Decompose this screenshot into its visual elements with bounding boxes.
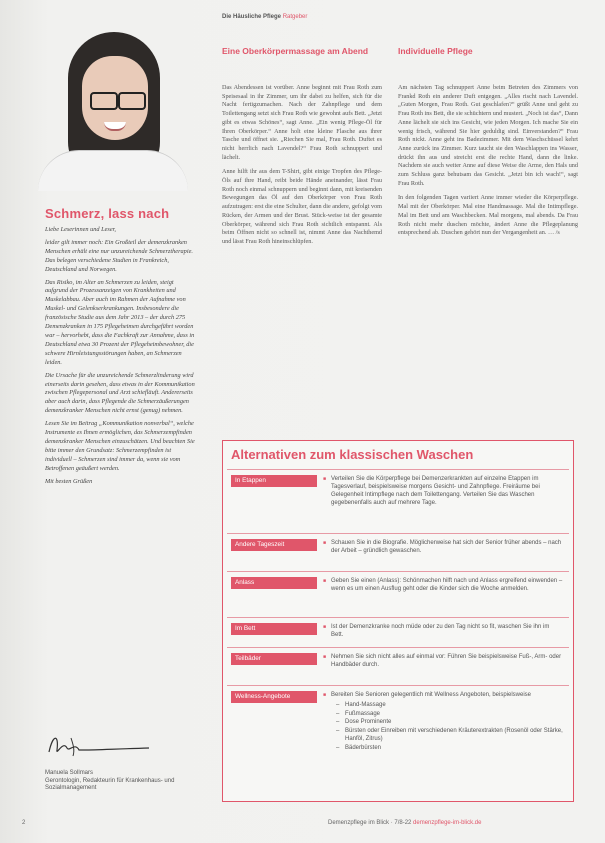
list-item: – Bürsten oder Einreiben mit verschiedenen Kräuterextrakten (Rosenöl oder Stärke, Hanföl, Zitrus) (345, 727, 563, 744)
editorial-paragraph: leider gilt immer noch: Ein Großteil der demenzkranken Menschen erhält eine nur unzureichende Schmerztherapie. Das belegen verschiedene Studien in Frankreich, Deutschland und Norwegen. (45, 238, 193, 273)
list-item: – Bäderbürsten (345, 744, 563, 753)
alternative-label: Andere Tageszeit (231, 539, 317, 551)
handwritten-signature (45, 730, 155, 760)
alternative-row (227, 469, 569, 534)
article-paragraph: Am nächsten Tag schnuppert Anne beim Betreten des Zimmers von Frankd Roth ein anderer Duft entgegen. „Alles rischt nach Lavendel. „Guten Morgen, Frau Roth. Gut geschlafen?“ grüßt Anne und geht zu Frau Roth ins Bett, die sie schüchtern und mustert. „Noch ist das“, Dann Anne lächelt sie sich ins Gesicht, wie jeden Morgen. Ich mache Sie ein wenig frisch, während Sie hier geduldig sind. Einverstanden?“ Frau Roth nickt. Anne geht ins Badezimmer. Mit dem Waschschüssel kehrt Anne zurück ins Zimmer. Kurz taucht sie den Waschlappen ins Wasser, drückt ihn aus und streicht erst die rechte Hand, dann die linke. Nachdem sie auch weiter Anne auf diese Weise die Arme, den Hals und zum Schluss ganz behutsam das Gesicht. „Jetzt bin ich wach!“, sagt Frau Roth. (398, 84, 578, 187)
alternative-description: ■ Bereiten Sie Senioren gelegentlich mit Wellness Angeboten, beispielsweise – Hand-Massage – Fußmassage – Dose Prominente – Bürsten oder Einreiben mit verschiedenen Kräuterextrakten (Rosenöl oder Stärke, Hanföl, Zitrus) – Bäderbürsten (323, 691, 563, 752)
list-item: – Hand-Massage (345, 701, 563, 710)
footer-publication (328, 820, 481, 826)
glasses-bridge (116, 98, 120, 100)
alternative-label: Wellness-Angebote (231, 691, 317, 703)
list-item: – Dose Prominente (345, 718, 563, 727)
alternative-description: ■ Nehmen Sie sich nicht alles auf einmal vor: Führen Sie beispielsweise Fuß-, Arm- oder Handbäder durch. (323, 653, 563, 669)
alternative-description: ■ Geben Sie einen (Anlass): Schönmachen hilft nach und Anlass ergreifend einwenden – wenn es um einen Ausflug geht oder die Kinder sich die Woche anmelden. (323, 577, 563, 593)
editorial-text (45, 226, 195, 490)
alternative-row (227, 571, 569, 618)
article-heading-massage: Eine Oberkörpermassage am Abend (222, 46, 369, 56)
alternatives-title: Alternativen zum klassischen Waschen (231, 447, 474, 462)
subsection-label: Ratgeber (282, 14, 308, 20)
list-item: – Fußmassage (345, 710, 563, 719)
shoulders (38, 150, 188, 191)
glasses-left-lens (90, 92, 118, 110)
publication-url[interactable]: demenzpflege-im-blick.de (413, 820, 482, 826)
editorial-closing: Mit besten Grüßen (45, 477, 93, 485)
alternative-label: Anlass (231, 577, 317, 589)
page-number: 2 (22, 820, 26, 826)
alternatives-box (222, 440, 574, 802)
glasses-right-lens (118, 92, 146, 110)
alternative-label: Teilbäder (231, 653, 317, 665)
alternative-row (227, 617, 569, 648)
section-label: Die Häusliche Pflege (222, 14, 282, 20)
editorial-paragraph: Das Risiko, im Alter an Schmerzen zu leiden, steigt aufgrund der Prozessanzeigen von Krankheiten und Muskelabbau. Aber auch im Rahmen der Aufnahme von Muskel- und Gelenkserkrankungen. Insbesondere die französische Studie aus dem Jahr 2013 – der durch 275 Demenzkranken in 175 Pflegeheimen durchgeführt worden war – hervorhebt, dass die Fachkraft zur Annahme, dass in Deutschland etwa 30 Prozent der Pflegeheimbewohner, die schwere Hirnleistungsstörungen haben, an Schmerzen leiden. (45, 278, 195, 366)
section-header (222, 14, 307, 20)
alternative-row (227, 533, 569, 572)
editorial-title: Schmerz, lass nach (45, 206, 170, 221)
alternative-description: ■ Ist der Demenzkranke noch müde oder zu den Tag nicht so fit, waschen Sie ihn im Bett. (323, 623, 563, 639)
wellness-list (323, 701, 563, 752)
alternative-description: ■ Verteilen Sie die Körperpflege bei Demenzerkrankten auf einzelne Etappen im Tagesverlauf, beispielsweise morgens Gesicht- und Zahnpflege. Freiräume bei Gelegenheit Intimpflege nach dem Toilettengang. Verteilen Sie das Waschen gegebenenfalls auch auf mehrere Tage. (323, 475, 563, 507)
alternative-description: ■ Schauen Sie in die Biografie. Möglicherweise hat sich der Senior früher abends – nach der Arbeit – gründlich gewaschen. (323, 539, 563, 555)
alternative-label: Im Bett (231, 623, 317, 635)
alternative-row (227, 685, 569, 798)
editorial-paragraph: Die Ursache für die unzureichende Schmerzlinderung wird einerseits darin gesehen, dass etwas in der Kommunikation zwischen Pflegepersonal und Arzt schiefläuft. Andererseits aber auch darin, dass Pflegende die Schmerzäußerungen demenzkranker Menschen nicht ernst (genug) nehmen. (45, 371, 195, 415)
signer-role: Gerontologin, Redakteurin für Krankenhaus- und Sozialmanagement (45, 777, 175, 791)
article-paragraph: Anne hilft ihr aus dem T-Shirt, gibt einige Tropfen des Pflege-Öls auf ihre Hand, reibt beide Hände aneinander, lässt Frau Roth noch einmal schnuppern und beginnt dann, mit kreisenden Bewegungen das Öl auf den Oberkörper von Frau Roth aufzutragen: erst die eine Schulter, dann die andere, gefolgt vom Rücken, der Armen und der Brust. Stück-weise ist der gesamte Oberkörper, während sich Frau Roth sichtlich entspannt. Als beim Öffnen nicht so schnell ist, nimmt Anne das Nachthemd und lässt Frau Roth hineinschlüpfen. (222, 168, 382, 245)
editorial-paragraph: Lesen Sie im Beitrag „Kommunikation nonverbal“, welche Instrumente es Ihnen ermöglichen, das Schmerzempfinden demenzkranker Menschen einzuschätzen. Und beachten Sie bitte immer den Grundsatz: Schmerzempfinden ist individuell – Schmerzen sind immer da, wenn sie vom Betroffenen geäußert werden. (45, 420, 195, 472)
signer-block (45, 770, 205, 793)
article-text-individual-care (398, 84, 578, 244)
article-text-massage (222, 84, 382, 253)
alternative-row (227, 647, 569, 686)
signer-name: Manuela Sollmars (45, 770, 94, 776)
publication-name: Demenzpflege im Blick · 7/8-22 (328, 820, 412, 826)
editorial-paragraph: Liebe Leserinnen und Leser, (45, 226, 117, 233)
alternative-label: In Etappen (231, 475, 317, 487)
author-portrait (38, 22, 188, 182)
article-heading-individual-care: Individuelle Pflege (398, 46, 473, 56)
article-paragraph: Das Abendessen ist vorüber. Anne beginnt mit Frau Roth zum Speisesaal in ihr Zimmer, um ihr dabei zu helfen, sich für die Nacht fertigzumachen. Nach der Zahnpflege und dem Toilettengang setzt sich Frau Roth wie gewohnt aufs Bett. „Jetzt gibt es etwas Schönes“, sagt Anne. „Ein wenig Pflege-Öl für Ihren Oberkörper.“ Anne holt eine kleine Flasche aus ihrer Tasche und öffnet sie. „Riechen Sie mal, Frau Roth. Duftet es nicht herrlich nach Lavendel?“ Frau Roth schnuppert und lächelt. (222, 84, 382, 161)
article-paragraph: In den folgenden Tagen variiert Anne immer wieder die Körperpflege. Mal mit der Oberkörper. Mal eine Handmassage. Mal die Intimpflege. Mal im Bett und am Waschbecken. Mal morgens, mal abends. Da Frau Roth nicht mehr duschen möchte, ändert Anne die Pflegeplanung entsprechend ab. Duschen gehört nun der Vergangenheit an. … /s (398, 194, 578, 237)
